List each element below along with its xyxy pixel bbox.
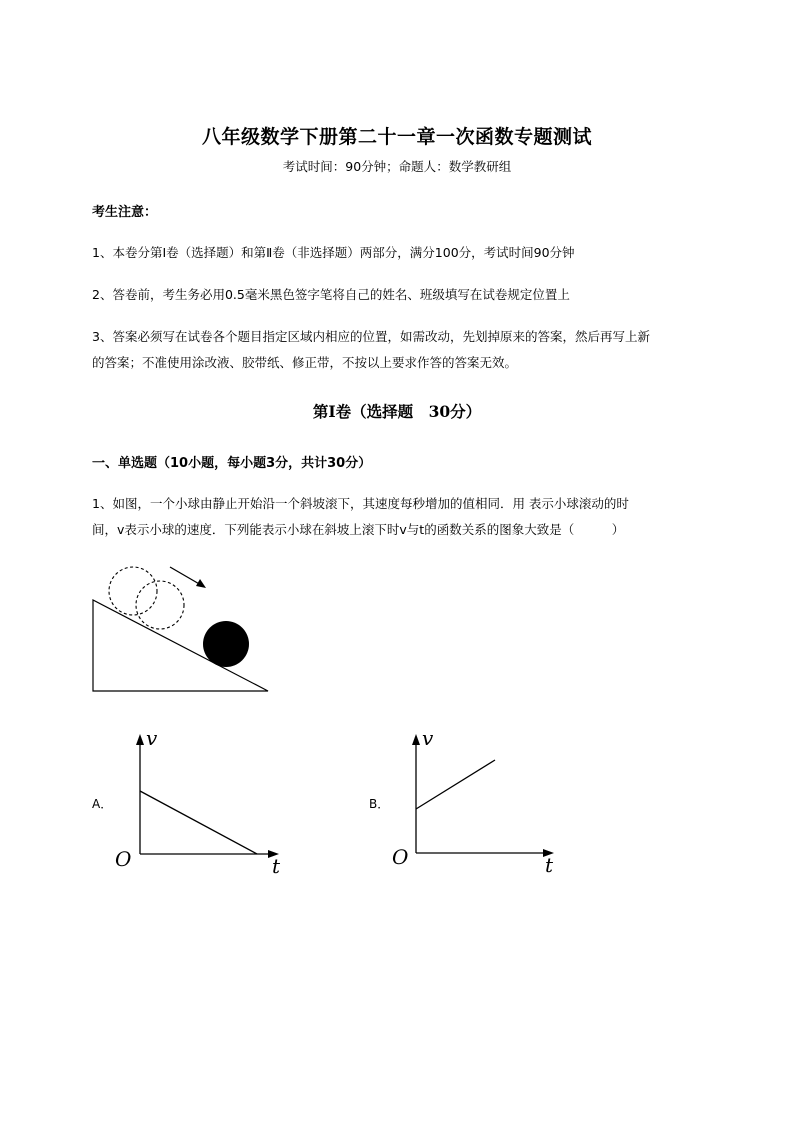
graph-a-y-arrow: [136, 734, 144, 745]
direction-arrow: [170, 567, 201, 585]
notice-item-1: 1、本卷分第I卷（选择题）和第Ⅱ卷（非选择题）两部分，满分100分，考试时间90分钟: [92, 245, 575, 260]
option-b-label[interactable]: B．: [369, 797, 390, 811]
notice-item-3-cont: 的答案；不准使用涂改液、胶带纸、修正带，不按以上要求作答的答案无效。: [92, 355, 518, 370]
graph-a-line: [140, 791, 257, 854]
ball-dashed-2: [136, 581, 184, 629]
exam-info: 考试时间：90分钟；命题人：数学教研组: [282, 159, 512, 174]
arrow-head: [196, 579, 206, 588]
notice-item-3: 3、答案必须写在试卷各个题目指定区域内相应的位置，如需改动，先划掉原来的答案，然后再写上新: [92, 329, 650, 344]
graph-b-x-label: t: [545, 853, 554, 877]
ball-solid: [203, 621, 249, 667]
graph-b-line: [416, 760, 495, 809]
section-title: 第I卷（选择题 30分）: [312, 402, 482, 421]
graph-a-y-label: v: [146, 726, 158, 750]
page-title: 八年级数学下册第二十一章一次函数专题测试: [201, 126, 592, 148]
graph-b-y-arrow: [412, 734, 420, 745]
ball-dashed-1: [109, 567, 157, 615]
question-1-line-1: 1、如图，一个小球由静止开始沿一个斜坡滚下，其速度每秒增加的值相同．用 表示小球滚动的时: [92, 496, 629, 511]
question-1-line-2: 间，v表示小球的速度．下列能表示小球在斜坡上滚下时v与t的函数关系的图象大致是（ ）: [92, 522, 625, 537]
graph-a: [136, 734, 279, 858]
option-a-label[interactable]: A．: [92, 797, 113, 811]
graph-b-y-label: v: [422, 726, 434, 750]
section-subheading: 一、单选题（10小题，每小题3分，共计30分）: [92, 456, 372, 471]
graph-b-origin: O: [392, 845, 409, 869]
graph-a-x-label: t: [272, 854, 281, 878]
notice-heading: 考生注意：: [92, 205, 158, 220]
graph-a-origin: O: [115, 847, 132, 871]
notice-item-2: 2、答卷前，考生务必用0.5毫米黑色签字笔将自己的姓名、班级填写在试卷规定位置上: [92, 287, 570, 302]
graph-b: [412, 734, 554, 857]
